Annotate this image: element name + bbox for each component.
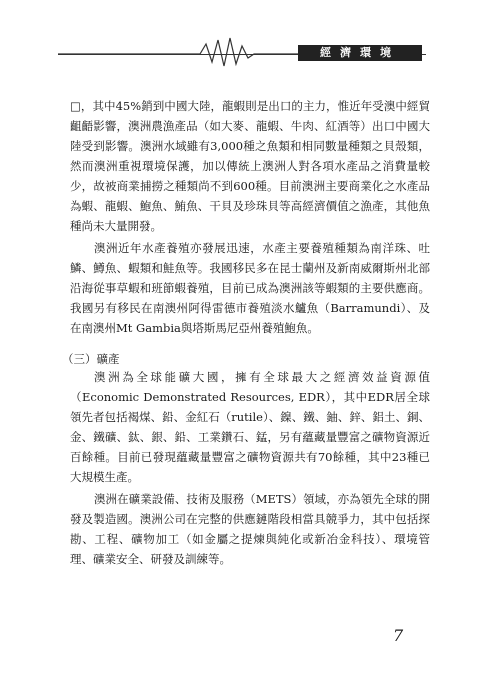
paragraph: 澳洲在礦業設備、技術及服務（METS）領域，亦為領先全球的開發及製造國。澳洲公司在完整的供應鏈階段相當具競爭力，其中包括探勘、工程、礦物加工（如金屬之提煉與純化或新冶金科技）、環境管理、礦業安全、研發及訓練等。 bbox=[70, 492, 430, 566]
section-tag: 經濟環境 bbox=[298, 45, 422, 61]
paragraph: □，其中45%銷到中國大陸，龍蝦則是出口的主力，惟近年受澳中經貿齟齬影響，澳洲農漁產品（如大麥、龍蝦、牛肉、紅酒等）出口中國大陸受到影響。澳洲水域雖有3,000種之魚類和相同數量種類之貝殼類，然而澳洲重視環境保護，加以傳統上澳洲人對各項水產品之消費量較少，故被商業捕撈之種類尚不到600種。目前澳洲主要商業化之水產品為蝦、龍蝦、鮑魚、鮪魚、干貝及珍珠貝等高經濟價值之漁產，其他魚種尚未大量開發。 bbox=[70, 99, 430, 233]
body-text-bottom bbox=[70, 367, 430, 571]
body-text-top bbox=[70, 96, 430, 340]
page-header bbox=[0, 0, 480, 70]
section-heading: （三）礦產 bbox=[62, 352, 120, 366]
page-number: 7 bbox=[393, 626, 404, 645]
paragraph: 澳洲為全球能礦大國，擁有全球最大之經濟效益資源值（Economic Demonstrated Resources, EDR），其中EDR居全球領先者包括褐煤、鉛、金紅石（rutile）、鎳、鐵、鈾、鋅、鋁土、銅、金、鐵礦、鈦、銀、鉛、工業鑽石、錳，另有蘊藏量豐富之礦物資源近百餘種。目前已發現蘊藏量豐富之礦物資源共有70餘種，其中23種已大規模生產。 bbox=[70, 370, 430, 484]
paragraph: 澳洲近年水產養殖亦發展迅速，水產主要養殖種類為南洋珠、吐鱗、鱒魚、蝦類和鮭魚等。我國移民多在昆士蘭州及新南威爾斯州北部沿海從事草蝦和班節蝦養殖，目前已成為澳洲該等蝦類的主要供應商。我國另有移民在南澳州阿得雷德市養殖淡水鱸魚（Barramundi）、及在南澳州Mt Gambia與塔斯馬尼亞州養殖鮑魚。 bbox=[70, 241, 430, 335]
